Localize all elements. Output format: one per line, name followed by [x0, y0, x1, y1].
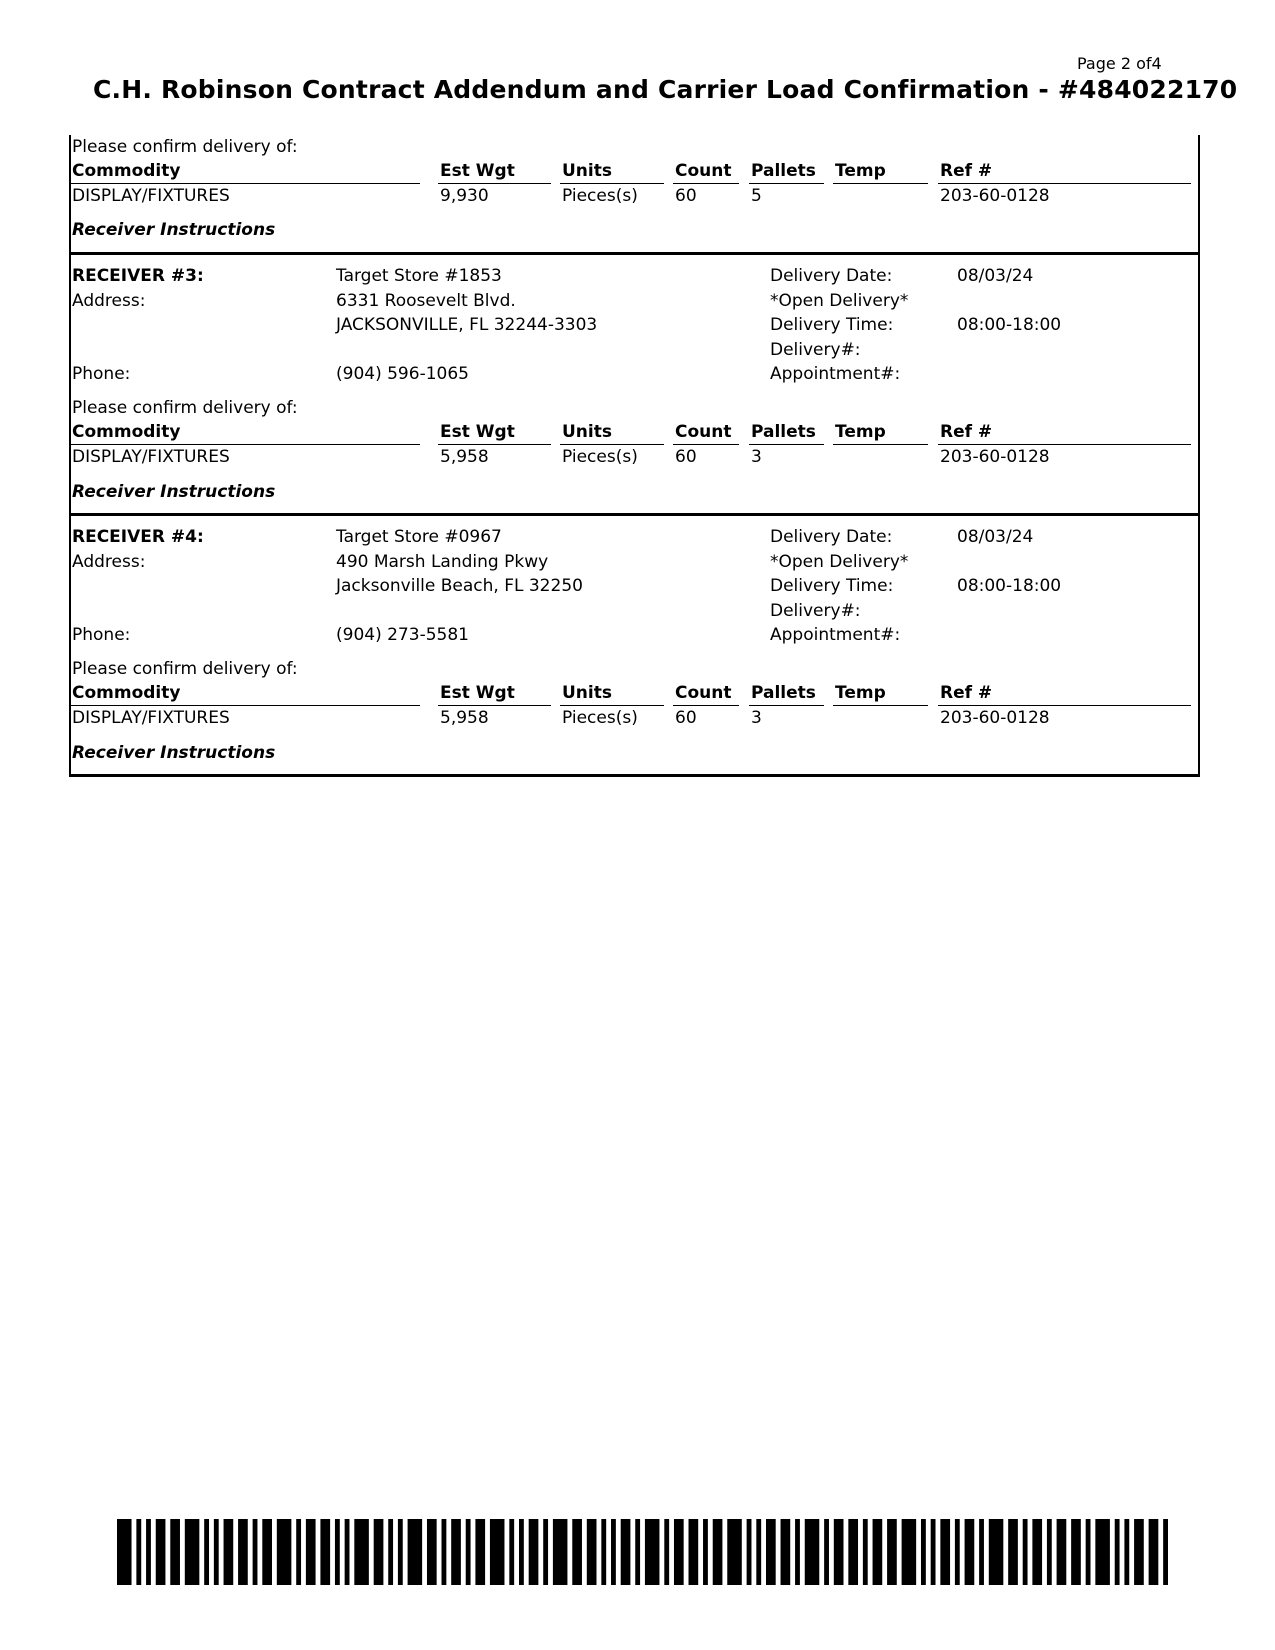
- barcode-bar: [674, 1519, 684, 1585]
- col-units-header: Units: [562, 422, 612, 442]
- barcode-bar: [475, 1519, 485, 1585]
- address-line-2: Jacksonville Beach, FL 32250: [336, 576, 583, 596]
- barcode-bar: [1149, 1519, 1159, 1585]
- count-cell: 60: [675, 447, 697, 467]
- barcode-bar: [553, 1519, 568, 1585]
- est-wgt-cell: 5,958: [440, 708, 489, 728]
- barcode-bar: [756, 1519, 761, 1585]
- delivery-time-value: 08:00-18:00: [957, 576, 1062, 596]
- barcode-bar: [887, 1519, 897, 1585]
- col-est-wgt-header: Est Wgt: [440, 683, 515, 703]
- barcode-bar: [824, 1519, 829, 1585]
- receiver-heading: RECEIVER #4:: [72, 527, 204, 547]
- barcode-bar: [156, 1519, 166, 1585]
- section-divider: [69, 513, 1200, 516]
- phone-label: Phone:: [72, 625, 131, 645]
- header-underline: [749, 183, 824, 184]
- delivery-date-value: 08/03/24: [957, 527, 1034, 547]
- address-line-1: 490 Marsh Landing Pkwy: [336, 552, 549, 572]
- barcode-bar: [490, 1519, 505, 1585]
- header-underline: [438, 183, 551, 184]
- barcode-bar: [747, 1519, 752, 1585]
- delivery-date-value: 08/03/24: [957, 266, 1034, 286]
- receiver-name: Target Store #0967: [336, 527, 502, 547]
- barcode-bar: [902, 1519, 917, 1585]
- units-cell: Pieces(s): [562, 708, 638, 728]
- barcode-bar: [136, 1519, 141, 1585]
- ref-cell: 203-60-0128: [940, 708, 1050, 728]
- phone-value: (904) 273-5581: [336, 625, 469, 645]
- barcode-bar: [146, 1519, 151, 1585]
- receiver-instructions-heading: Receiver Instructions: [72, 482, 276, 502]
- header-underline: [560, 705, 664, 706]
- barcode-bar: [117, 1519, 132, 1585]
- col-ref-header: Ref #: [940, 161, 993, 181]
- barcode-bar: [214, 1519, 219, 1585]
- barcode-bar: [519, 1519, 524, 1585]
- barcode-bar: [1032, 1519, 1042, 1585]
- barcode-bar: [727, 1519, 742, 1585]
- col-commodity-header: Commodity: [72, 683, 181, 703]
- barcode-bar: [955, 1519, 960, 1585]
- receiver-instructions-heading: Receiver Instructions: [72, 743, 276, 763]
- address-label: Address:: [72, 552, 146, 572]
- barcode-bar: [335, 1519, 340, 1585]
- barcode-bar: [442, 1519, 447, 1585]
- barcode-bar: [940, 1519, 950, 1585]
- col-count-header: Count: [675, 161, 732, 181]
- barcode-bar: [863, 1519, 868, 1585]
- ref-cell: 203-60-0128: [940, 186, 1050, 206]
- barcode-bar: [689, 1519, 699, 1585]
- barcode-bar: [1008, 1519, 1018, 1585]
- col-temp-header: Temp: [835, 422, 886, 442]
- ref-cell: 203-60-0128: [940, 447, 1050, 467]
- barcode-bar: [611, 1519, 616, 1585]
- barcode-bar: [509, 1519, 514, 1585]
- commodity-cell: DISPLAY/FIXTURES: [72, 447, 230, 467]
- barcode-bar: [587, 1519, 597, 1585]
- barcode-bar: [427, 1519, 437, 1585]
- receiver-instructions-heading: Receiver Instructions: [72, 220, 276, 240]
- barcode-bar: [921, 1519, 926, 1585]
- header-underline: [560, 444, 664, 445]
- col-est-wgt-header: Est Wgt: [440, 422, 515, 442]
- barcode-bar: [1086, 1519, 1091, 1585]
- phone-label: Phone:: [72, 364, 131, 384]
- delivery-date-label: Delivery Date:: [770, 266, 893, 286]
- barcode-bar: [543, 1519, 548, 1585]
- header-underline: [560, 183, 664, 184]
- confirm-delivery-label: Please confirm delivery of:: [72, 659, 298, 679]
- col-count-header: Count: [675, 683, 732, 703]
- barcode-bar: [1071, 1519, 1081, 1585]
- barcode-bar: [345, 1519, 350, 1585]
- barcode-bar: [1057, 1519, 1067, 1585]
- barcode-bar: [451, 1519, 461, 1585]
- barcode-bar: [621, 1519, 631, 1585]
- barcode-bar: [354, 1519, 369, 1585]
- delivery-time-value: 08:00-18:00: [957, 315, 1062, 335]
- barcode-bar: [805, 1519, 820, 1585]
- barcode-bar: [645, 1519, 660, 1585]
- confirm-delivery-label: Please confirm delivery of:: [72, 398, 298, 418]
- pallets-cell: 5: [751, 186, 762, 206]
- receiver-heading: RECEIVER #3:: [72, 266, 204, 286]
- delivery-number-label: Delivery#:: [770, 340, 861, 360]
- barcode-bar: [795, 1519, 800, 1585]
- barcode-bar: [572, 1519, 582, 1585]
- open-delivery-note: *Open Delivery*: [770, 291, 909, 311]
- barcode-bar: [703, 1519, 708, 1585]
- col-pallets-header: Pallets: [751, 683, 816, 703]
- delivery-date-label: Delivery Date:: [770, 527, 893, 547]
- header-underline: [833, 705, 928, 706]
- barcode-bar: [1095, 1519, 1110, 1585]
- units-cell: Pieces(s): [562, 186, 638, 206]
- header-underline: [71, 705, 420, 706]
- header-underline: [749, 705, 824, 706]
- barcode-bar: [781, 1519, 791, 1585]
- barcode-bar: [224, 1519, 234, 1585]
- header-underline: [938, 444, 1191, 445]
- commodity-cell: DISPLAY/FIXTURES: [72, 186, 230, 206]
- header-underline: [71, 444, 420, 445]
- barcode-bar: [664, 1519, 669, 1585]
- col-ref-header: Ref #: [940, 683, 993, 703]
- barcode-bar: [1023, 1519, 1028, 1585]
- count-cell: 60: [675, 186, 697, 206]
- col-temp-header: Temp: [835, 683, 886, 703]
- section-divider: [69, 774, 1200, 777]
- document-title: C.H. Robinson Contract Addendum and Carrier Load Confirmation - #484022170: [93, 75, 1238, 104]
- phone-value: (904) 596-1065: [336, 364, 469, 384]
- col-commodity-header: Commodity: [72, 422, 181, 442]
- barcode-bar: [713, 1519, 723, 1585]
- barcode-bar: [1163, 1519, 1168, 1585]
- header-underline: [938, 705, 1191, 706]
- header-underline: [438, 444, 551, 445]
- address-label: Address:: [72, 291, 146, 311]
- pallets-cell: 3: [751, 708, 762, 728]
- barcode: [117, 1519, 1168, 1585]
- appointment-number-label: Appointment#:: [770, 625, 901, 645]
- units-cell: Pieces(s): [562, 447, 638, 467]
- header-underline: [749, 444, 824, 445]
- barcode-bar: [296, 1519, 301, 1585]
- barcode-bar: [238, 1519, 248, 1585]
- col-pallets-header: Pallets: [751, 161, 816, 181]
- commodity-cell: DISPLAY/FIXTURES: [72, 708, 230, 728]
- header-underline: [438, 705, 551, 706]
- barcode-bar: [979, 1519, 984, 1585]
- barcode-bar: [965, 1519, 975, 1585]
- col-commodity-header: Commodity: [72, 161, 181, 181]
- barcode-bar: [601, 1519, 606, 1585]
- col-pallets-header: Pallets: [751, 422, 816, 442]
- barcode-bar: [374, 1519, 384, 1585]
- header-underline: [673, 705, 739, 706]
- header-underline: [71, 183, 420, 184]
- barcode-bar: [253, 1519, 258, 1585]
- barcode-bar: [320, 1519, 330, 1585]
- count-cell: 60: [675, 708, 697, 728]
- header-underline: [833, 444, 928, 445]
- delivery-number-label: Delivery#:: [770, 601, 861, 621]
- barcode-bar: [170, 1519, 180, 1585]
- barcode-bar: [466, 1519, 471, 1585]
- header-underline: [938, 183, 1191, 184]
- appointment-number-label: Appointment#:: [770, 364, 901, 384]
- barcode-bar: [398, 1519, 403, 1585]
- col-count-header: Count: [675, 422, 732, 442]
- barcode-bar: [1115, 1519, 1120, 1585]
- header-underline: [833, 183, 928, 184]
- barcode-bar: [204, 1519, 209, 1585]
- est-wgt-cell: 5,958: [440, 447, 489, 467]
- col-est-wgt-header: Est Wgt: [440, 161, 515, 181]
- col-temp-header: Temp: [835, 161, 886, 181]
- est-wgt-cell: 9,930: [440, 186, 489, 206]
- address-line-1: 6331 Roosevelt Blvd.: [336, 291, 516, 311]
- frame-left-border: [69, 135, 71, 777]
- col-ref-header: Ref #: [940, 422, 993, 442]
- col-units-header: Units: [562, 683, 612, 703]
- barcode-bar: [1047, 1519, 1052, 1585]
- frame-right-border: [1198, 135, 1200, 777]
- barcode-bar: [1124, 1519, 1129, 1585]
- header-underline: [673, 183, 739, 184]
- pallets-cell: 3: [751, 447, 762, 467]
- barcode-bar: [1134, 1519, 1144, 1585]
- confirm-delivery-label: Please confirm delivery of:: [72, 137, 298, 157]
- barcode-bar: [834, 1519, 844, 1585]
- delivery-time-label: Delivery Time:: [770, 576, 894, 596]
- barcode-bar: [931, 1519, 936, 1585]
- barcode-bar: [989, 1519, 1004, 1585]
- barcode-bar: [873, 1519, 883, 1585]
- open-delivery-note: *Open Delivery*: [770, 552, 909, 572]
- address-line-2: JACKSONVILLE, FL 32244-3303: [336, 315, 598, 335]
- barcode-bar: [848, 1519, 858, 1585]
- page-number: Page 2 of4: [1077, 54, 1162, 73]
- barcode-bar: [766, 1519, 776, 1585]
- barcode-bar: [388, 1519, 393, 1585]
- barcode-bar: [529, 1519, 539, 1585]
- delivery-time-label: Delivery Time:: [770, 315, 894, 335]
- receiver-name: Target Store #1853: [336, 266, 502, 286]
- barcode-bar: [408, 1519, 423, 1585]
- barcode-bar: [277, 1519, 292, 1585]
- header-underline: [673, 444, 739, 445]
- barcode-bar: [635, 1519, 640, 1585]
- section-divider: [69, 252, 1200, 255]
- col-units-header: Units: [562, 161, 612, 181]
- barcode-bar: [306, 1519, 316, 1585]
- barcode-bar: [185, 1519, 200, 1585]
- barcode-bar: [262, 1519, 272, 1585]
